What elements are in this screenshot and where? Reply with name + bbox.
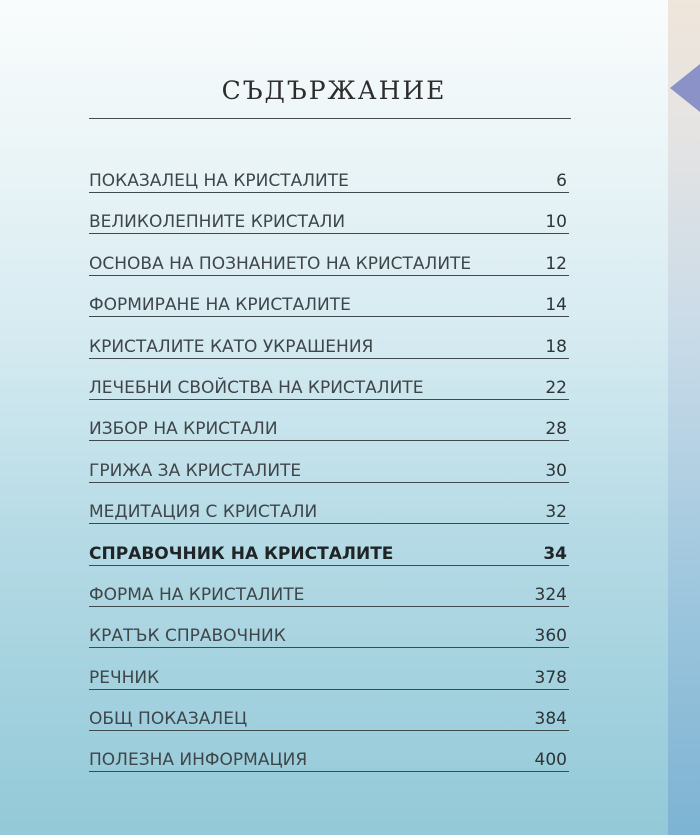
toc-entry-title: КРИСТАЛИТЕ КАТО УКРАШЕНИЯ bbox=[89, 336, 374, 357]
toc-entry[interactable] bbox=[89, 204, 569, 234]
toc-entry-title: ВЕЛИКОЛЕПНИТЕ КРИСТАЛИ bbox=[89, 212, 346, 233]
toc-entry-page: 400 bbox=[534, 750, 567, 771]
toc-entry[interactable] bbox=[89, 411, 569, 441]
toc-entry-page: 378 bbox=[534, 667, 567, 688]
toc-entry-page: 384 bbox=[534, 709, 567, 730]
toc-entry[interactable] bbox=[89, 494, 569, 524]
toc-entry-page: 324 bbox=[534, 584, 567, 605]
toc-entry-title: МЕДИТАЦИЯ С КРИСТАЛИ bbox=[89, 502, 318, 523]
toc-entry[interactable] bbox=[89, 577, 569, 607]
toc-entry-title: ФОРМА НА КРИСТАЛИТЕ bbox=[89, 584, 305, 605]
toc-entry[interactable] bbox=[89, 163, 569, 193]
page-title: СЪДЪРЖАНИЕ bbox=[221, 76, 447, 105]
toc-entry-page: 10 bbox=[545, 212, 567, 233]
toc-entry-title: ПОКАЗАЛЕЦ НА КРИСТАЛИТЕ bbox=[89, 171, 349, 191]
toc-entry[interactable] bbox=[89, 329, 569, 359]
toc-entry-title: РЕЧНИК bbox=[89, 667, 160, 688]
toc-entry-title: ОСНОВА НА ПОЗНАНИЕТО НА КРИСТАЛИТЕ bbox=[89, 253, 472, 274]
toc-entry[interactable] bbox=[89, 618, 569, 648]
toc-entry[interactable] bbox=[89, 660, 569, 690]
toc-entry-page: 30 bbox=[545, 460, 567, 481]
toc-entry-title: КРАТЪК СПРАВОЧНИК bbox=[89, 626, 286, 647]
table-of-contents bbox=[89, 163, 569, 784]
toc-entry-page: 28 bbox=[545, 419, 567, 440]
toc-entry-title: ОБЩ ПОКАЗАЛЕЦ bbox=[89, 709, 248, 730]
toc-entry-page: 6 bbox=[556, 171, 567, 191]
toc-entry-page: 360 bbox=[534, 626, 567, 647]
toc-entry-title: СПРАВОЧНИК НА КРИСТАЛИТЕ bbox=[89, 543, 394, 564]
title-divider bbox=[89, 118, 571, 119]
toc-entry-page: 18 bbox=[545, 336, 567, 357]
toc-entry-highlighted[interactable] bbox=[89, 536, 569, 566]
toc-entry[interactable] bbox=[89, 370, 569, 400]
toc-entry-title: ЛЕЧЕБНИ СВОЙСТВА НА КРИСТАЛИТЕ bbox=[89, 377, 424, 398]
toc-entry-title: ИЗБОР НА КРИСТАЛИ bbox=[89, 419, 278, 440]
page-edge-strip bbox=[668, 0, 700, 835]
edge-tab-marker bbox=[670, 64, 700, 112]
toc-entry[interactable] bbox=[89, 701, 569, 731]
toc-entry-title: ПОЛЕЗНА ИНФОРМАЦИЯ bbox=[89, 750, 308, 771]
toc-entry[interactable] bbox=[89, 287, 569, 317]
toc-entry-page: 34 bbox=[543, 543, 567, 564]
toc-entry[interactable] bbox=[89, 453, 569, 483]
toc-entry-page: 22 bbox=[545, 377, 567, 398]
toc-entry[interactable] bbox=[89, 742, 569, 772]
toc-entry-page: 32 bbox=[545, 502, 567, 523]
toc-entry[interactable] bbox=[89, 246, 569, 276]
toc-entry-title: ФОРМИРАНЕ НА КРИСТАЛИТЕ bbox=[89, 295, 351, 316]
toc-entry-title: ГРИЖА ЗА КРИСТАЛИТЕ bbox=[89, 460, 302, 481]
toc-entry-page: 12 bbox=[545, 253, 567, 274]
toc-entry-page: 14 bbox=[545, 295, 567, 316]
